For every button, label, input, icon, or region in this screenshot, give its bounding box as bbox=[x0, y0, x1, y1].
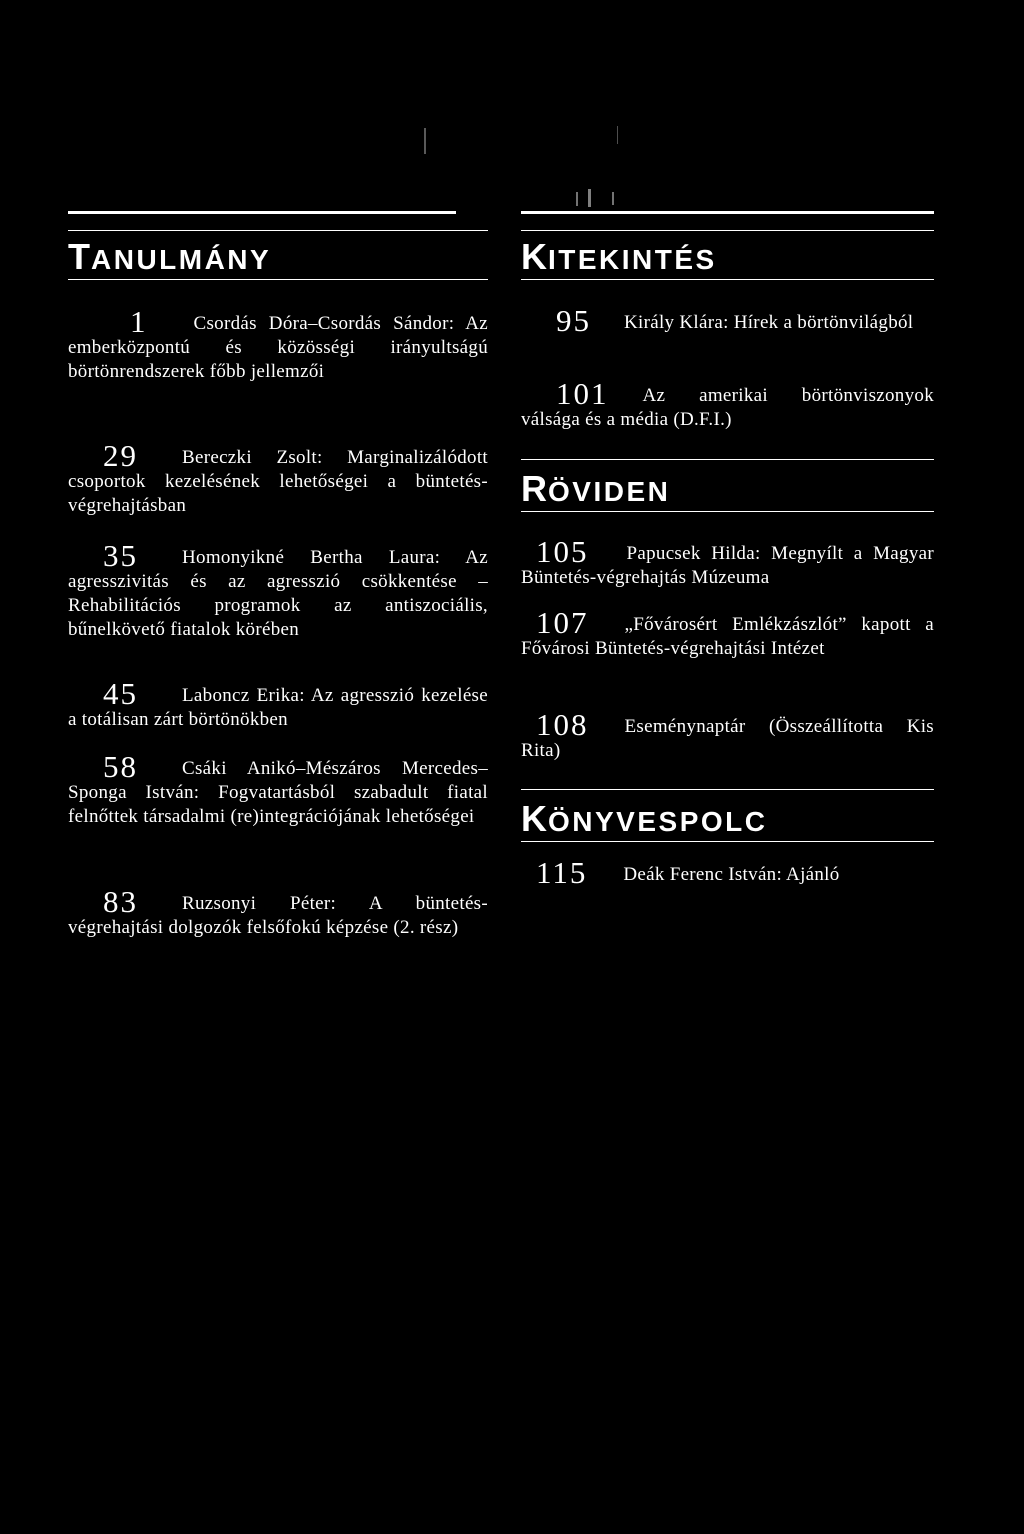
scan-speck bbox=[612, 192, 614, 205]
toc-entry[interactable] bbox=[68, 538, 488, 642]
page-number: 29 bbox=[103, 438, 138, 473]
section-header-konyvespolc bbox=[521, 789, 934, 842]
section-rule-top bbox=[521, 459, 934, 460]
page-number: 1 bbox=[130, 304, 148, 339]
entry-text: Laboncz Erika: Az agresszió kezelése a totálisan zárt börtönökben bbox=[68, 685, 488, 730]
section-rule-top-thin bbox=[68, 230, 488, 231]
page-number: 107 bbox=[536, 605, 589, 640]
section-header-tanulmany bbox=[68, 211, 488, 280]
section-rule-top-thin bbox=[521, 230, 934, 231]
page-number: 95 bbox=[556, 303, 591, 338]
toc-entry[interactable] bbox=[68, 676, 488, 732]
toc-entry[interactable] bbox=[521, 303, 934, 338]
entry-text: Deák Ferenc István: Ajánló bbox=[623, 864, 840, 885]
scan-speck bbox=[588, 189, 591, 207]
section-rule-top bbox=[68, 211, 456, 214]
toc-entry[interactable] bbox=[521, 855, 934, 890]
entry-text: Homonyikné Bertha Laura: Az agresszivitás és az agresszió csökkentése – Rehabilitációs programok az antiszociális, bűnelkövető fiatalok körében bbox=[68, 547, 488, 640]
entry-text: „Fővárosért Emlékzászlót” kapott a Fővárosi Büntetés-végrehajtási Intézet bbox=[521, 614, 934, 659]
page-number: 115 bbox=[536, 855, 588, 890]
toc-entry[interactable] bbox=[68, 304, 488, 384]
page-number: 58 bbox=[103, 749, 138, 784]
scan-speck bbox=[617, 126, 618, 144]
page-number: 35 bbox=[103, 538, 138, 573]
section-rule-top bbox=[521, 789, 934, 790]
section-header-kitekintes bbox=[521, 211, 934, 280]
page-number: 101 bbox=[556, 376, 609, 411]
section-title: KÖNYVESPOLC bbox=[521, 798, 768, 839]
toc-entry[interactable] bbox=[68, 749, 488, 829]
toc-entry[interactable] bbox=[68, 438, 488, 518]
entry-text: Ruzsonyi Péter: A büntetés-végrehajtási dolgozók felsőfokú képzése (2. rész) bbox=[68, 893, 488, 938]
page-number: 83 bbox=[103, 884, 138, 919]
entry-text: Bereczki Zsolt: Marginalizálódott csoportok kezelésének lehetőségei a büntetés-végrehajtásban bbox=[68, 447, 488, 516]
section-rule-bottom bbox=[68, 279, 488, 280]
toc-entry[interactable] bbox=[521, 605, 934, 661]
page-number: 105 bbox=[536, 534, 589, 569]
entry-text: Az amerikai börtönviszonyok válsága és a média (D.F.I.) bbox=[521, 385, 934, 430]
section-title: RÖVIDEN bbox=[521, 468, 671, 509]
scan-speck bbox=[576, 192, 578, 206]
section-rule-top bbox=[521, 211, 934, 214]
page-number: 45 bbox=[103, 676, 138, 711]
toc-entry[interactable] bbox=[521, 707, 934, 763]
entry-text: Király Klára: Hírek a börtönvilágból bbox=[624, 312, 914, 333]
section-header-roviden bbox=[521, 459, 934, 512]
section-rule-bottom bbox=[521, 511, 934, 512]
entry-text: Csordás Dóra–Csordás Sándor: Az emberközpontú és közösségi irányultságú börtönrendszerek főbb jellemzői bbox=[68, 313, 488, 382]
toc-entry[interactable] bbox=[68, 884, 488, 940]
section-title: TANULMÁNY bbox=[68, 236, 272, 277]
toc-entry[interactable] bbox=[521, 376, 934, 432]
entry-text: Eseménynaptár (Összeállította Kis Rita) bbox=[521, 716, 934, 761]
section-title: KITEKINTÉS bbox=[521, 236, 717, 277]
entry-text: Csáki Anikó–Mészáros Mercedes–Sponga István: Fogvatartásból szabadult fiatal felnőttek társadalmi (re)integrációjának lehetőségei bbox=[68, 758, 488, 827]
page-number: 108 bbox=[536, 707, 589, 742]
section-rule-bottom bbox=[521, 279, 934, 280]
scan-speck bbox=[424, 128, 426, 154]
section-rule-bottom bbox=[521, 841, 934, 842]
entry-text: Papucsek Hilda: Megnyílt a Magyar Büntetés-végrehajtás Múzeuma bbox=[521, 543, 934, 588]
toc-entry[interactable] bbox=[521, 534, 934, 590]
